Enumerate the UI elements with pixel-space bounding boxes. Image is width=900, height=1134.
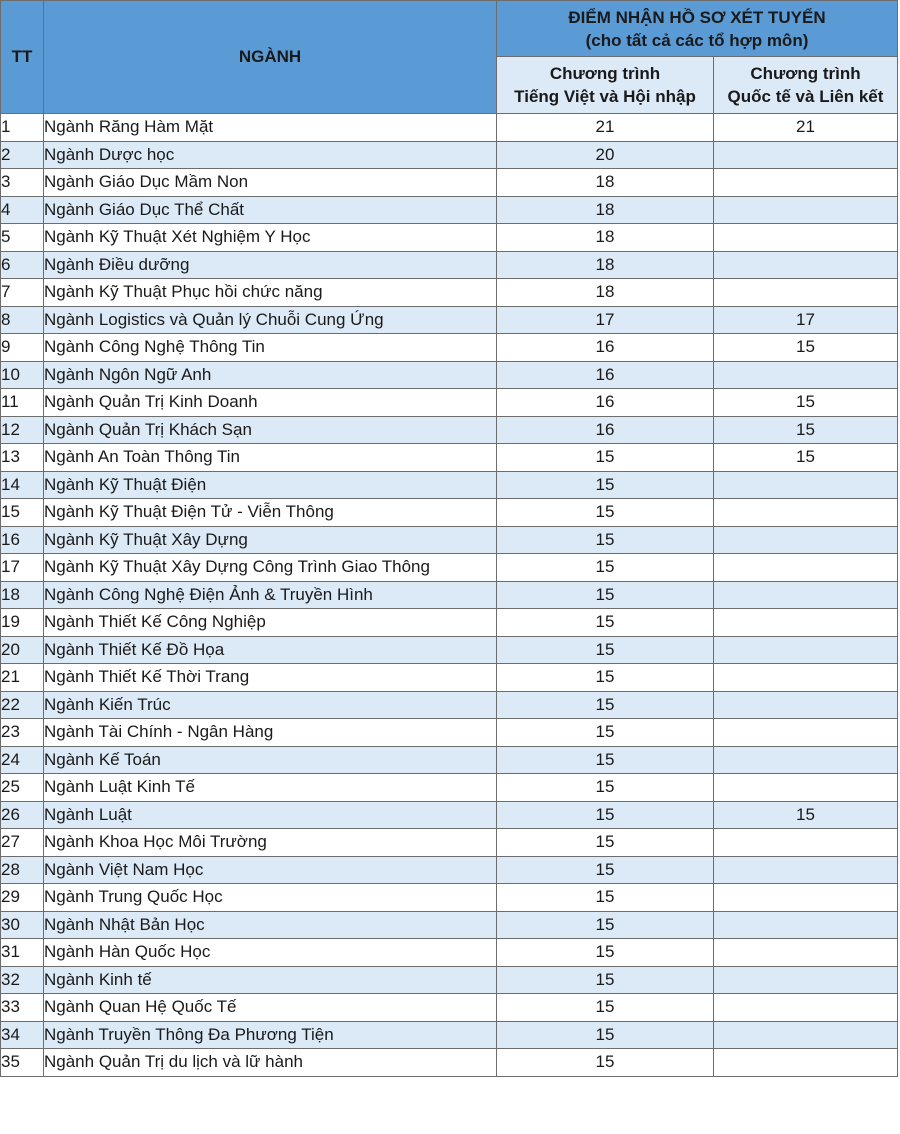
cell-score-qt: 21 — [714, 114, 898, 142]
cell-nganh: Ngành Điều dưỡng — [44, 251, 497, 279]
table-body — [1, 114, 898, 1077]
cell-score-qt — [714, 829, 898, 857]
cell-score-qt — [714, 1049, 898, 1077]
cell-score-qt: 15 — [714, 389, 898, 417]
table-row — [1, 664, 898, 692]
cell-tt: 32 — [1, 966, 44, 994]
cell-nganh: Ngành Quản Trị Kinh Doanh — [44, 389, 497, 417]
program-vn-line1: Chương trình — [549, 64, 661, 83]
table-row — [1, 141, 898, 169]
cell-tt: 22 — [1, 691, 44, 719]
cell-score-qt — [714, 141, 898, 169]
cell-nganh: Ngành Việt Nam Học — [44, 856, 497, 884]
cell-score-vn: 15 — [497, 884, 714, 912]
cell-score-vn: 15 — [497, 691, 714, 719]
table-row — [1, 609, 898, 637]
table-row — [1, 114, 898, 142]
cell-nganh: Ngành Kỹ Thuật Xây Dựng Công Trình Giao Thông — [44, 554, 497, 582]
cell-score-qt — [714, 279, 898, 307]
cell-nganh: Ngành Răng Hàm Mặt — [44, 114, 497, 142]
cell-nganh: Ngành Kỹ Thuật Xây Dựng — [44, 526, 497, 554]
cell-score-vn: 17 — [497, 306, 714, 334]
cell-tt: 5 — [1, 224, 44, 252]
cell-nganh: Ngành Quản Trị du lịch và lữ hành — [44, 1049, 497, 1077]
header-tt: TT — [1, 1, 44, 114]
table-row — [1, 224, 898, 252]
program-qt-line1: Chương trình — [750, 64, 861, 83]
header-score-title — [497, 1, 898, 57]
cell-score-qt — [714, 609, 898, 637]
header-program-vn — [497, 57, 714, 114]
cell-score-vn: 15 — [497, 554, 714, 582]
cell-score-qt — [714, 774, 898, 802]
cell-score-vn: 18 — [497, 251, 714, 279]
program-vn-line2: Tiếng Việt và Hội nhập — [514, 87, 696, 106]
cell-score-qt — [714, 939, 898, 967]
table-row — [1, 829, 898, 857]
table-row — [1, 526, 898, 554]
cell-score-vn: 15 — [497, 774, 714, 802]
cell-tt: 1 — [1, 114, 44, 142]
cell-score-vn: 21 — [497, 114, 714, 142]
cell-score-qt: 15 — [714, 444, 898, 472]
cell-score-qt — [714, 554, 898, 582]
cell-tt: 20 — [1, 636, 44, 664]
cell-nganh: Ngành Thiết Kế Công Nghiệp — [44, 609, 497, 637]
cell-tt: 13 — [1, 444, 44, 472]
table-row — [1, 499, 898, 527]
cell-score-vn: 16 — [497, 334, 714, 362]
cell-score-qt — [714, 746, 898, 774]
cell-score-qt — [714, 636, 898, 664]
table-row — [1, 416, 898, 444]
cell-score-qt — [714, 581, 898, 609]
cell-tt: 35 — [1, 1049, 44, 1077]
cell-score-qt — [714, 719, 898, 747]
cell-score-vn: 15 — [497, 471, 714, 499]
table-row — [1, 801, 898, 829]
cell-tt: 6 — [1, 251, 44, 279]
cell-tt: 17 — [1, 554, 44, 582]
table-row — [1, 884, 898, 912]
cell-score-qt — [714, 911, 898, 939]
cell-score-vn: 15 — [497, 856, 714, 884]
cell-nganh: Ngành Thiết Kế Thời Trang — [44, 664, 497, 692]
cell-tt: 28 — [1, 856, 44, 884]
cell-score-vn: 15 — [497, 911, 714, 939]
cell-tt: 34 — [1, 1021, 44, 1049]
cell-score-qt — [714, 526, 898, 554]
cell-tt: 15 — [1, 499, 44, 527]
cell-nganh: Ngành Kinh tế — [44, 966, 497, 994]
program-qt-line2: Quốc tế và Liên kết — [727, 87, 884, 106]
table-row — [1, 471, 898, 499]
table-row — [1, 966, 898, 994]
table-row — [1, 251, 898, 279]
cell-nganh: Ngành Giáo Dục Mầm Non — [44, 169, 497, 197]
cell-score-vn: 16 — [497, 361, 714, 389]
cell-score-vn: 16 — [497, 389, 714, 417]
table-header — [1, 1, 898, 114]
cell-nganh: Ngành Quan Hệ Quốc Tế — [44, 994, 497, 1022]
cell-nganh: Ngành Công Nghệ Thông Tin — [44, 334, 497, 362]
cell-nganh: Ngành Hàn Quốc Học — [44, 939, 497, 967]
table-row — [1, 719, 898, 747]
table-row — [1, 361, 898, 389]
cell-tt: 10 — [1, 361, 44, 389]
table-row — [1, 691, 898, 719]
table-row — [1, 279, 898, 307]
cell-score-qt — [714, 499, 898, 527]
cell-tt: 18 — [1, 581, 44, 609]
table-row — [1, 169, 898, 197]
table-row — [1, 856, 898, 884]
table-row — [1, 636, 898, 664]
cell-score-qt — [714, 856, 898, 884]
cell-score-vn: 15 — [497, 966, 714, 994]
cell-score-qt — [714, 1021, 898, 1049]
cell-tt: 8 — [1, 306, 44, 334]
cell-nganh: Ngành Thiết Kế Đồ Họa — [44, 636, 497, 664]
table-row — [1, 334, 898, 362]
cell-score-vn: 15 — [497, 1049, 714, 1077]
cell-score-qt — [714, 224, 898, 252]
cell-score-vn: 18 — [497, 224, 714, 252]
cell-score-qt: 15 — [714, 334, 898, 362]
cell-score-qt: 15 — [714, 416, 898, 444]
cell-score-vn: 15 — [497, 499, 714, 527]
cell-nganh: Ngành Truyền Thông Đa Phương Tiện — [44, 1021, 497, 1049]
cell-tt: 2 — [1, 141, 44, 169]
cell-score-vn: 15 — [497, 636, 714, 664]
cell-tt: 27 — [1, 829, 44, 857]
score-title-line1: ĐIỂM NHẬN HỒ SƠ XÉT TUYỂN — [568, 7, 826, 27]
table-row — [1, 1049, 898, 1077]
header-program-qt — [714, 57, 898, 114]
cell-score-vn: 15 — [497, 829, 714, 857]
cell-score-qt — [714, 169, 898, 197]
table-row — [1, 306, 898, 334]
cell-score-vn: 18 — [497, 279, 714, 307]
cell-score-vn: 15 — [497, 939, 714, 967]
cell-tt: 3 — [1, 169, 44, 197]
cell-score-qt — [714, 251, 898, 279]
score-title-line2: (cho tất cả các tổ hợp môn) — [585, 30, 809, 50]
cell-nganh: Ngành Tài Chính - Ngân Hàng — [44, 719, 497, 747]
cell-score-vn: 15 — [497, 994, 714, 1022]
cell-tt: 4 — [1, 196, 44, 224]
cell-tt: 24 — [1, 746, 44, 774]
cell-tt: 19 — [1, 609, 44, 637]
cell-score-qt: 17 — [714, 306, 898, 334]
cell-score-qt — [714, 966, 898, 994]
cell-tt: 25 — [1, 774, 44, 802]
header-nganh: NGÀNH — [44, 1, 497, 114]
cell-tt: 33 — [1, 994, 44, 1022]
cell-tt: 7 — [1, 279, 44, 307]
table-row — [1, 939, 898, 967]
cell-nganh: Ngành Logistics và Quản lý Chuỗi Cung Ứng — [44, 306, 497, 334]
cell-score-vn: 16 — [497, 416, 714, 444]
cell-score-vn: 15 — [497, 664, 714, 692]
cell-score-qt — [714, 884, 898, 912]
cell-nganh: Ngành Ngôn Ngữ Anh — [44, 361, 497, 389]
cell-nganh: Ngành An Toàn Thông Tin — [44, 444, 497, 472]
cell-score-vn: 15 — [497, 801, 714, 829]
cell-nganh: Ngành Kỹ Thuật Điện Tử - Viễn Thông — [44, 499, 497, 527]
cell-nganh: Ngành Kỹ Thuật Điện — [44, 471, 497, 499]
cell-score-qt — [714, 361, 898, 389]
cell-tt: 11 — [1, 389, 44, 417]
table-row — [1, 444, 898, 472]
cell-nganh: Ngành Nhật Bản Học — [44, 911, 497, 939]
cell-score-qt — [714, 664, 898, 692]
cell-score-vn: 15 — [497, 746, 714, 774]
table-row — [1, 994, 898, 1022]
cell-tt: 26 — [1, 801, 44, 829]
table-row — [1, 196, 898, 224]
cell-nganh: Ngành Kỹ Thuật Phục hồi chức năng — [44, 279, 497, 307]
cell-score-vn: 15 — [497, 526, 714, 554]
cell-tt: 23 — [1, 719, 44, 747]
cell-tt: 14 — [1, 471, 44, 499]
cell-tt: 29 — [1, 884, 44, 912]
cell-score-vn: 15 — [497, 581, 714, 609]
cell-tt: 9 — [1, 334, 44, 362]
cell-nganh: Ngành Luật — [44, 801, 497, 829]
cell-nganh: Ngành Luật Kinh Tế — [44, 774, 497, 802]
cell-score-vn: 18 — [497, 196, 714, 224]
cell-nganh: Ngành Kiến Trúc — [44, 691, 497, 719]
cell-tt: 30 — [1, 911, 44, 939]
cell-score-vn: 15 — [497, 609, 714, 637]
cell-tt: 21 — [1, 664, 44, 692]
cell-score-vn: 15 — [497, 719, 714, 747]
table-row — [1, 581, 898, 609]
cell-score-vn: 15 — [497, 444, 714, 472]
cell-score-qt — [714, 196, 898, 224]
cell-score-vn: 20 — [497, 141, 714, 169]
cell-tt: 16 — [1, 526, 44, 554]
cell-nganh: Ngành Quản Trị Khách Sạn — [44, 416, 497, 444]
cell-tt: 31 — [1, 939, 44, 967]
table-row — [1, 774, 898, 802]
cell-score-vn: 15 — [497, 1021, 714, 1049]
cell-nganh: Ngành Khoa Học Môi Trường — [44, 829, 497, 857]
cell-score-qt — [714, 994, 898, 1022]
cell-nganh: Ngành Dược học — [44, 141, 497, 169]
cell-nganh: Ngành Công Nghệ Điện Ảnh & Truyền Hình — [44, 581, 497, 609]
cell-tt: 12 — [1, 416, 44, 444]
table-row — [1, 554, 898, 582]
cell-score-vn: 18 — [497, 169, 714, 197]
cell-nganh: Ngành Kỹ Thuật Xét Nghiệm Y Học — [44, 224, 497, 252]
table-row — [1, 389, 898, 417]
cell-score-qt — [714, 691, 898, 719]
table-row — [1, 746, 898, 774]
cell-score-qt — [714, 471, 898, 499]
cell-nganh: Ngành Trung Quốc Học — [44, 884, 497, 912]
table-row — [1, 911, 898, 939]
cell-score-qt: 15 — [714, 801, 898, 829]
table-row — [1, 1021, 898, 1049]
cell-nganh: Ngành Giáo Dục Thể Chất — [44, 196, 497, 224]
cell-nganh: Ngành Kế Toán — [44, 746, 497, 774]
